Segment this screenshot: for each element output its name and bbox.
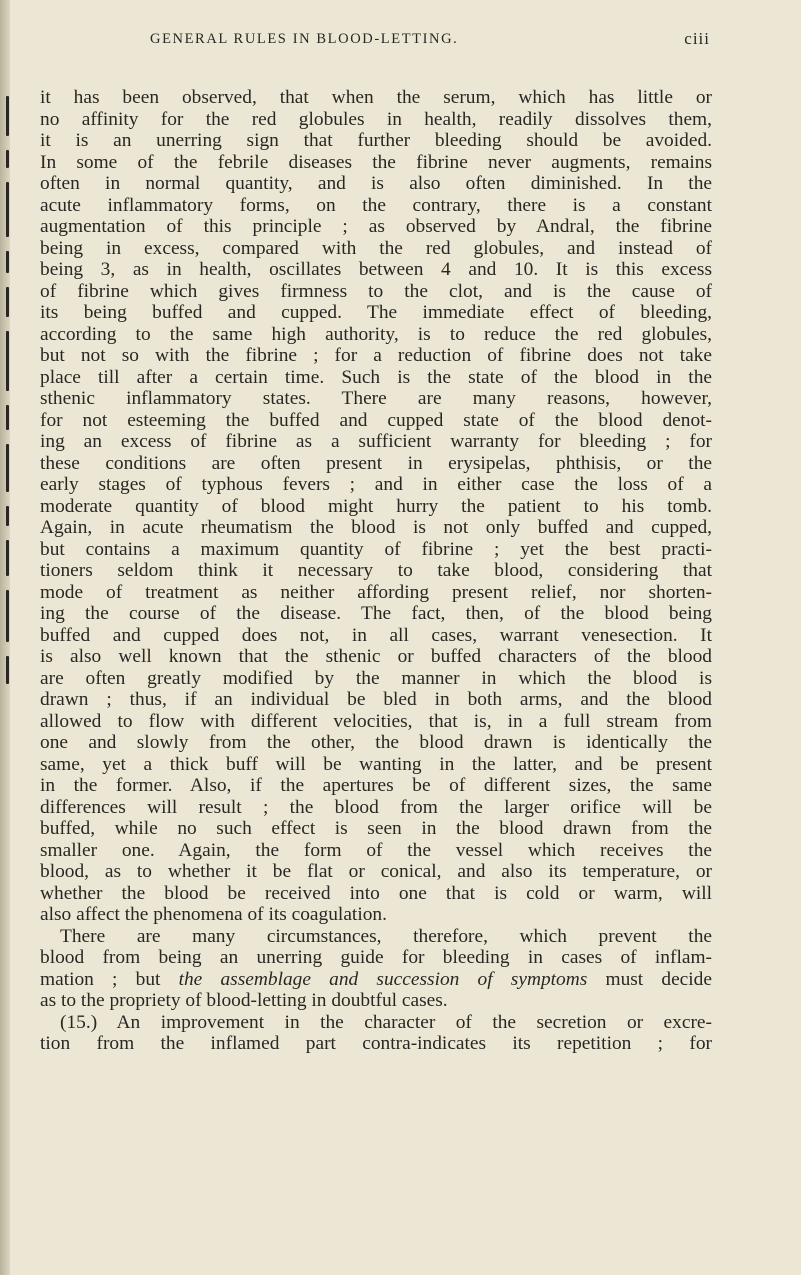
text-line: but contains a maximum quantity of fibrine ; yet the best practi-	[40, 538, 712, 560]
text-line: it is an unerring sign that further bleeding should be avoided.	[40, 130, 712, 151]
text-line: In some of the febrile diseases the fibrine never augments, remains	[40, 151, 712, 173]
page-gutter	[0, 0, 10, 1275]
text-line: ing the course of the disease. The fact, then, of the blood being	[40, 603, 712, 624]
gutter-shadow-marks	[6, 96, 14, 996]
text-line: buffed and cupped does not, in all cases, warrant venesection. It	[40, 624, 712, 646]
text-line: allowed to flow with different velocities, that is, in a full stream from	[40, 710, 712, 732]
text-line: in the former. Also, if the apertures be of different sizes, the same	[40, 775, 712, 796]
text-line: but not so with the fibrine ; for a reduction of fibrine does not take	[40, 345, 712, 366]
text-line: being in excess, compared with the red globules, and instead of	[40, 237, 712, 259]
text-line: are often greatly modified by the manner in which the blood is	[40, 667, 712, 689]
text-line: moderate quantity of blood might hurry the patient to his tomb.	[40, 495, 712, 517]
text-line: buffed, while no such effect is seen in the blood drawn from the	[40, 818, 712, 839]
text-line: There are many circumstances, therefore, which prevent the	[60, 925, 712, 947]
text-line: drawn ; thus, if an individual be bled in both arms, and the blood	[40, 689, 712, 710]
text-line: Again, in acute rheumatism the blood is not only buffed and cupped,	[40, 517, 712, 538]
text-line: it has been observed, that when the serum, which has little or	[40, 87, 712, 108]
body-text	[40, 87, 712, 1055]
text-line: whether the blood be received into one that is cold or warm, will	[40, 882, 712, 904]
text-line: smaller one. Again, the form of the vessel which receives the	[40, 839, 712, 861]
text-line: is also well known that the sthenic or buffed characters of the blood	[40, 646, 712, 667]
text-line: sthenic inflammatory states. There are many reasons, however,	[40, 388, 712, 409]
text-line: no affinity for the red globules in health, readily dissolves them,	[40, 108, 712, 130]
text-line: tion from the inflamed part contra-indicates its repetition ; for	[40, 1033, 712, 1054]
text-line: acute inflammatory forms, on the contrary, there is a constant	[40, 194, 712, 216]
text-line: blood, as to whether it be flat or conical, and also its temperature, or	[40, 861, 712, 882]
text-line: tioners seldom think it necessary to take blood, considering that	[40, 560, 712, 581]
emphasis-text: the assemblage and succession of symptoms	[178, 968, 588, 990]
text-line: according to the same high authority, is to reduce the red globules,	[40, 323, 712, 345]
text-line: these conditions are often present in erysipelas, phthisis, or the	[40, 452, 712, 474]
text-line: often in normal quantity, and is also often diminished. In the	[40, 173, 712, 194]
page-header	[150, 31, 710, 51]
text-line: its being buffed and cupped. The immediate effect of bleeding,	[40, 302, 712, 323]
text-line: ing an excess of fibrine as a sufficient warranty for bleeding ; for	[40, 431, 712, 452]
text-line: differences will result ; the blood from the larger orifice will be	[40, 796, 712, 818]
text-line: also affect the phenomena of its coagulation.	[40, 904, 387, 925]
text-line: early stages of typhous fevers ; and in either case the loss of a	[40, 474, 712, 495]
text-line: mode of treatment as neither affording present relief, nor shorten-	[40, 581, 712, 603]
text-line: augmentation of this principle ; as observed by Andral, the fibrine	[40, 216, 712, 237]
text-line: for not esteeming the buffed and cupped state of the blood denot-	[40, 409, 712, 431]
text-line: blood from being an unerring guide for bleeding in cases of inflam-	[40, 947, 712, 968]
text-line: same, yet a thick buff will be wanting in the latter, and be present	[40, 753, 712, 775]
text-line: of fibrine which gives firmness to the clot, and is the cause of	[40, 280, 712, 302]
text-line: one and slowly from the other, the blood drawn is identically the	[40, 732, 712, 753]
text-line: place till after a certain time. Such is the state of the blood in the	[40, 366, 712, 388]
page-number: ciii	[684, 29, 710, 48]
text-line: (15.) An improvement in the character of the secretion or excre-	[60, 1011, 712, 1033]
running-title: GENERAL RULES IN BLOOD-LETTING.	[150, 31, 459, 47]
text-line: being 3, as in health, oscillates between 4 and 10. It is this excess	[40, 259, 712, 280]
text-line: as to the propriety of blood-letting in doubtful cases.	[40, 990, 448, 1011]
text-line: mation ; but the assemblage and succession of symptoms must decide	[40, 968, 712, 990]
